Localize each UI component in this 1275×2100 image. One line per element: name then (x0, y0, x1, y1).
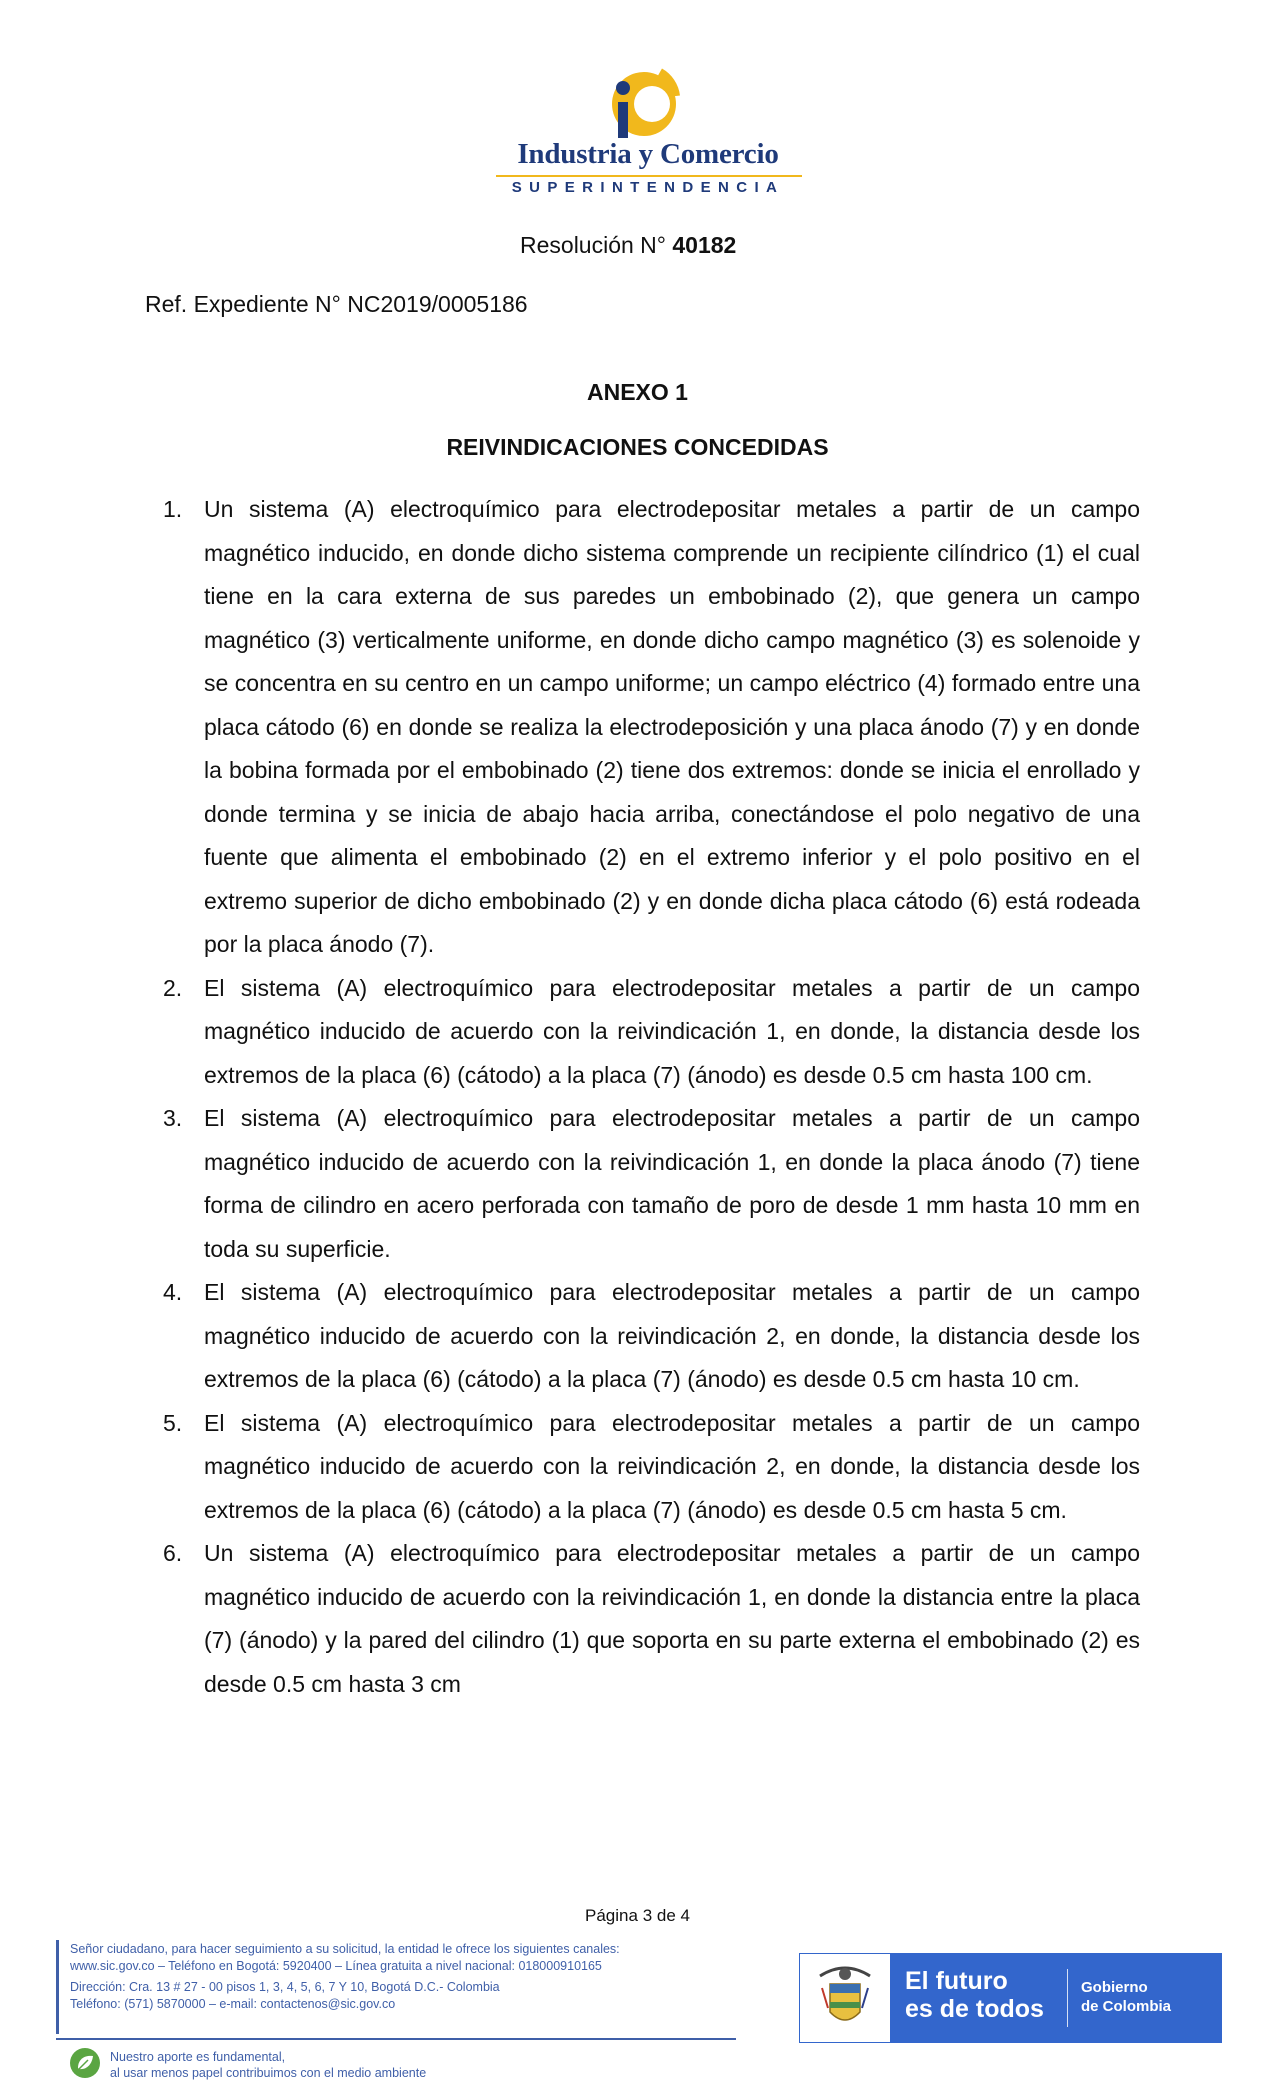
footer-contact (56, 1940, 736, 2080)
claim-text: El sistema (A) electroquímico para electrodepositar metales a partir de un campo magnético inducido de acuerdo con la reivindicación 1, en donde la placa ánodo (7) tiene forma de cilindro en acero perforada con tamaño de poro de desde 1 mm hasta 10 mm en toda su superficie. (204, 1105, 1140, 1262)
claim-text: Un sistema (A) electroquímico para electrodepositar metales a partir de un campo magnético inducido de acuerdo con la reivindicación 1, en donde la distancia entre la placa (7) (ánodo) y la pared del cilindro (1) que soporta en su parte externa el embobinado (2) es desde 0.5 cm hasta 3 cm (204, 1540, 1140, 1697)
page-current: 3 (642, 1906, 653, 1925)
claim-number: 5. (163, 1409, 183, 1436)
claim-number: 2. (163, 974, 183, 1001)
colombia-coat-of-arms-icon (799, 1953, 891, 2043)
sic-logo-mark-icon (600, 62, 696, 140)
gov-slogan-line: es de todos (905, 1995, 1044, 2023)
eco-message-line: Nuestro aporte es fundamental, (110, 2050, 286, 2064)
reference-file: Ref. Expediente N° NC2019/0005186 (145, 291, 528, 317)
claim-text: El sistema (A) electroquímico para electrodepositar metales a partir de un campo magnético inducido de acuerdo con la reivindicación 1, en donde, la distancia desde los extremos de la placa (6) (cátodo) a la placa (7) (ánodo) es desde 0.5 cm hasta 100 cm. (204, 974, 1140, 1088)
claim-text: Un sistema (A) electroquímico para electrodepositar metales a partir de un campo magnético inducido, en donde dicho sistema comprende un recipiente cilíndrico (1) el cual tiene en la cara externa de sus paredes un embobinado (2), que genera un campo magnético (3) verticalmente uniforme, en donde dicho campo magnético (3) es solenoide y se concentra en su centro en un campo uniforme; un campo eléctrico (4) formado entre una placa cátodo (6) en donde se realiza la electrodeposición y una placa ánodo (7) y en donde la bobina formada por el embobinado (2) tiene dos extremos: donde se inicia el enrollado y donde termina y se inicia de abajo hacia arriba, conectándose el polo negativo de una fuente que alimenta el embobinado (2) en el extremo inferior y el polo positivo en el extremo superior de dicho embobinado (2) y en donde dicha placa cátodo (6) está rodeada por la placa ánodo (7). (204, 496, 1140, 957)
resolution-label: Resolución N° (520, 232, 673, 258)
gov-divider (1067, 1969, 1068, 2027)
annex-title: ANEXO 1 (587, 379, 688, 405)
gov-name-line: de Colombia (1081, 1998, 1172, 2015)
gov-name-line: Gobierno (1081, 1979, 1148, 1996)
claims-list (163, 488, 1140, 1706)
resolution-value: 40182 (672, 232, 737, 258)
claim-item (163, 1532, 1140, 1706)
claim-item (163, 1271, 1140, 1402)
sic-logo (488, 62, 808, 202)
eco-message-line: al usar menos papel contribuimos con el medio ambiente (110, 2066, 427, 2080)
page-number (0, 1906, 1275, 1926)
claim-number: 4. (163, 1279, 183, 1305)
footer-line: Dirección: Cra. 13 # 27 - 00 pisos 1, 3, 4, 5, 6, 7 Y 10, Bogotá D.C.- Colombia (70, 1980, 500, 1994)
annex-subtitle: REIVINDICACIONES CONCEDIDAS (446, 434, 829, 460)
claim-item (163, 1402, 1140, 1533)
page-total: 4 (680, 1906, 690, 1925)
eco-leaf-icon (70, 2048, 100, 2078)
claim-item (163, 1097, 1140, 1271)
logo-divider (496, 175, 802, 177)
footer-line: Teléfono: (571) 5870000 – e-mail: contactenos@sic.gov.co (70, 1997, 396, 2011)
claim-item (163, 967, 1140, 1098)
page-label: Página (585, 1906, 643, 1925)
resolution-number (520, 232, 736, 259)
footer-divider (56, 2038, 736, 2040)
claim-number: 1. (163, 496, 183, 522)
footer-line: Señor ciudadano, para hacer seguimiento a su solicitud, la entidad le ofrece los siguientes canales: (70, 1942, 620, 1956)
logo-title: Industria y Comercio (517, 138, 779, 170)
logo-subtitle: SUPERINTENDENCIA (511, 179, 785, 196)
gov-slogan (905, 1967, 1044, 2023)
gov-slogan-line: El futuro (905, 1967, 1008, 1995)
claim-text: El sistema (A) electroquímico para electrodepositar metales a partir de un campo magnético inducido de acuerdo con la reivindicación 2, en donde, la distancia desde los extremos de la placa (6) (cátodo) a la placa (7) (ánodo) es desde 0.5 cm hasta 10 cm. (204, 1279, 1140, 1392)
claim-text: El sistema (A) electroquímico para electrodepositar metales a partir de un campo magnético inducido de acuerdo con la reivindicación 2, en donde, la distancia desde los extremos de la placa (6) (cátodo) a la placa (7) (ánodo) es desde 0.5 cm hasta 5 cm. (204, 1409, 1140, 1523)
claim-item (163, 488, 1140, 967)
gov-name (1081, 1978, 1171, 2016)
page-separator: de (652, 1906, 681, 1925)
footer-line: www.sic.gov.co – Teléfono en Bogotá: 5920400 – Línea gratuita a nivel nacional: 018000910165 (70, 1959, 602, 1973)
government-banner (799, 1953, 1222, 2043)
claim-number: 3. (163, 1105, 183, 1131)
claim-number: 6. (163, 1540, 183, 1566)
footer-accent-bar (56, 1940, 59, 2034)
